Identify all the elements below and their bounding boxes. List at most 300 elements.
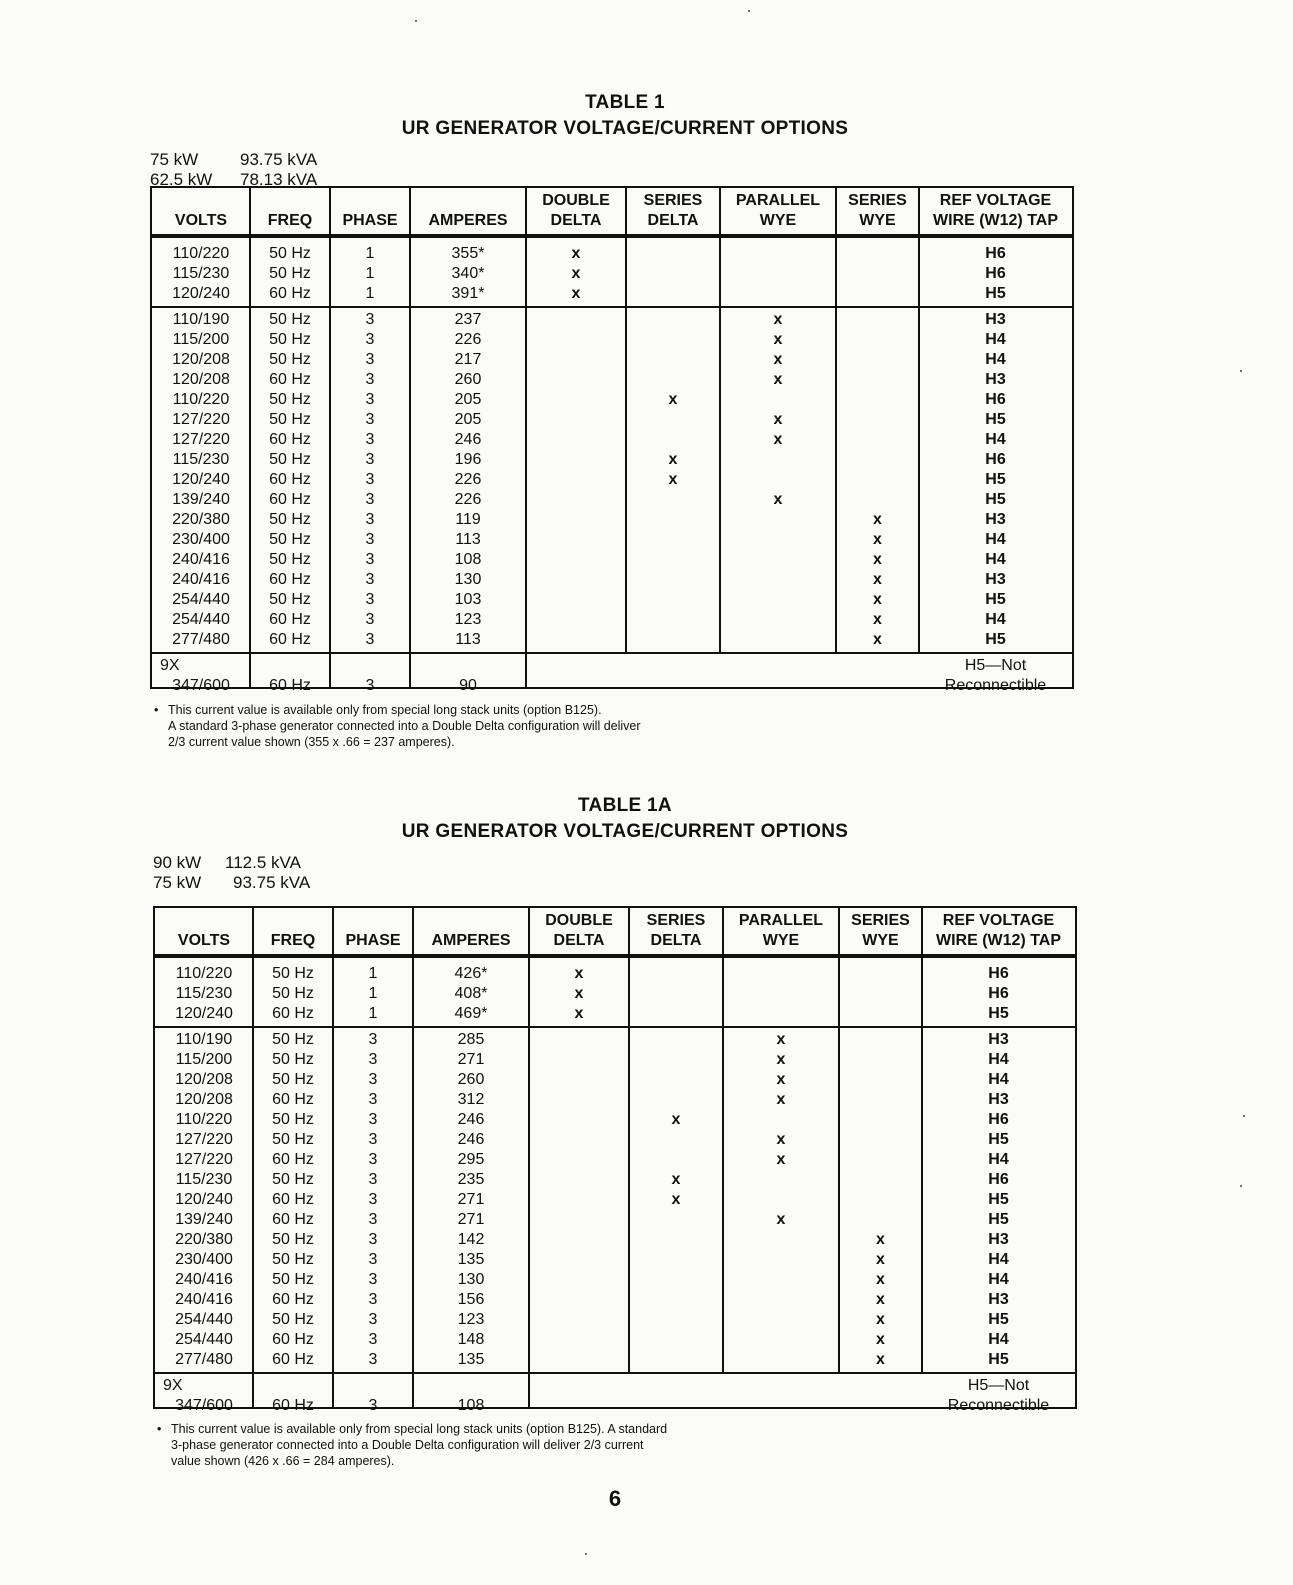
- table-cell: x: [776, 1051, 786, 1068]
- table-cell: 3: [365, 451, 375, 468]
- table-cell: x: [873, 531, 882, 548]
- table-cell: x: [574, 985, 584, 1002]
- table-1-subtitle: UR GENERATOR VOLTAGE/CURRENT OPTIONS: [401, 118, 849, 139]
- table-cell: x: [873, 551, 882, 568]
- table-row: [155, 1270, 1075, 1290]
- table-cell: 50 Hz: [269, 411, 311, 428]
- table-cell: x: [773, 371, 783, 388]
- table-cell: H5: [988, 1191, 1009, 1208]
- table-cell: 246: [454, 431, 482, 448]
- table-row: [152, 450, 1072, 470]
- table-cell: 226: [454, 471, 482, 488]
- table-cell: x: [668, 391, 678, 408]
- table-cell: 3: [368, 1131, 378, 1148]
- table-cell: x: [876, 1311, 885, 1328]
- table-cell: 50 Hz: [269, 265, 311, 282]
- column-header-line: WIRE (W12) TAP: [932, 212, 1059, 229]
- table-cell: H4: [985, 331, 1006, 348]
- table-cell: 1: [365, 265, 375, 282]
- column-header: [333, 908, 413, 954]
- table-row: [155, 1210, 1075, 1230]
- last-row-cell: 347/600: [175, 1397, 233, 1414]
- rating-kva: 93.75 kVA: [233, 873, 311, 892]
- table-row: [155, 1170, 1075, 1190]
- table-cell: 50 Hz: [269, 451, 311, 468]
- table-cell: H5: [988, 1131, 1009, 1148]
- table-cell: 254/440: [175, 1331, 233, 1348]
- column-header: [413, 908, 529, 954]
- table-cell: 50 Hz: [272, 1251, 314, 1268]
- table-cell: 254/440: [172, 591, 230, 608]
- column-divider: [412, 908, 414, 1408]
- table-cell: 60 Hz: [272, 1191, 314, 1208]
- table-cell: 50 Hz: [272, 1231, 314, 1248]
- table-cell: H4: [988, 1271, 1009, 1288]
- table-cell: x: [876, 1351, 885, 1368]
- table-cell: 3: [365, 331, 375, 348]
- table-1a-footnote: [157, 1421, 668, 1469]
- table-cell: 240/416: [175, 1291, 233, 1308]
- table-cell: 113: [455, 531, 481, 548]
- table-cell: 139/240: [175, 1211, 233, 1228]
- table-cell: H6: [988, 965, 1009, 982]
- column-header-line: SERIES: [646, 912, 706, 929]
- table-cell: H6: [988, 1111, 1009, 1128]
- table-row: [155, 1350, 1075, 1370]
- scan-speck: [1243, 1115, 1245, 1117]
- column-header-line: REF VOLTAGE: [942, 912, 1055, 929]
- column-header-line: WYE: [859, 212, 896, 229]
- table-cell: 50 Hz: [272, 1171, 314, 1188]
- table-row: [155, 1230, 1075, 1250]
- table-cell: 196: [454, 451, 482, 468]
- table-cell: H4: [988, 1251, 1009, 1268]
- column-header: [723, 908, 839, 954]
- header-double-rule: [152, 234, 1072, 238]
- table-cell: 3: [365, 571, 375, 588]
- table-cell: H4: [988, 1051, 1009, 1068]
- table-cell: 50 Hz: [269, 591, 311, 608]
- table-cell: H4: [988, 1151, 1009, 1168]
- scan-speck: [1240, 370, 1242, 372]
- table-cell: 260: [454, 371, 482, 388]
- column-divider: [252, 908, 254, 1408]
- column-header: [253, 908, 333, 954]
- column-header-line: VOLTS: [174, 212, 228, 229]
- table-cell: H5: [988, 1005, 1009, 1022]
- last-row-cell: 108: [457, 1397, 485, 1414]
- column-header-line: WIRE (W12) TAP: [935, 932, 1062, 949]
- table-row: [152, 570, 1072, 590]
- table-cell: H6: [988, 1171, 1009, 1188]
- table-cell: 60 Hz: [272, 1005, 314, 1022]
- rating-kw: 90 kW: [153, 853, 202, 872]
- column-header-line: DELTA: [550, 212, 602, 229]
- column-divider: [835, 188, 837, 652]
- column-header: [919, 188, 1072, 234]
- table-cell: 115/230: [172, 265, 230, 282]
- table-cell: 127/220: [175, 1151, 233, 1168]
- table-cell: 3: [368, 1091, 378, 1108]
- table-cell: x: [773, 351, 783, 368]
- table-cell: x: [571, 245, 581, 262]
- table-cell: 3: [368, 1331, 378, 1348]
- last-row-cell: H5—Not: [967, 1377, 1030, 1394]
- table-cell: 205: [454, 391, 482, 408]
- column-header-line: DELTA: [647, 212, 699, 229]
- table-cell: 142: [457, 1231, 485, 1248]
- table-cell: 3: [368, 1231, 378, 1248]
- table-cell: 3: [368, 1291, 378, 1308]
- column-divider: [329, 188, 331, 688]
- table-cell: H6: [985, 391, 1006, 408]
- table-1-rating-1: [150, 150, 317, 170]
- table-cell: 135: [457, 1351, 485, 1368]
- table-cell: 3: [368, 1311, 378, 1328]
- last-row-cell: 9X: [163, 1377, 183, 1394]
- column-divider: [409, 188, 411, 688]
- table-row: [155, 1110, 1075, 1130]
- group-rule: [155, 1026, 1075, 1028]
- table-cell: 127/220: [175, 1131, 233, 1148]
- table-row: [152, 350, 1072, 370]
- table-cell: 50 Hz: [269, 511, 311, 528]
- table-cell: 120/240: [175, 1005, 233, 1022]
- table-row: [155, 1070, 1075, 1090]
- table-cell: x: [773, 331, 783, 348]
- last-row-cell: 60 Hz: [269, 677, 311, 694]
- column-header: [526, 188, 626, 234]
- column-divider: [921, 908, 923, 1372]
- table-cell: x: [876, 1331, 885, 1348]
- table-cell: 130: [454, 571, 482, 588]
- group-rule: [152, 652, 1072, 654]
- table-cell: 408*: [454, 985, 488, 1002]
- table-cell: 3: [365, 351, 375, 368]
- table-cell: 260: [457, 1071, 485, 1088]
- table-cell: 230/400: [172, 531, 230, 548]
- table-cell: H4: [985, 551, 1006, 568]
- last-row-cell: 347/600: [172, 677, 230, 694]
- table-cell: H4: [988, 1331, 1009, 1348]
- table-cell: H4: [985, 611, 1006, 628]
- column-header: [410, 188, 526, 234]
- table-cell: 1: [368, 1005, 378, 1022]
- table-cell: 127/220: [172, 411, 230, 428]
- last-row-cell: Reconnectible: [944, 677, 1047, 694]
- footnote-asterisk: •: [157, 1422, 162, 1436]
- table-cell: x: [574, 965, 584, 982]
- table-cell: x: [776, 1071, 786, 1088]
- table-cell: 3: [365, 311, 375, 328]
- table-cell: 127/220: [172, 431, 230, 448]
- table-row: [152, 590, 1072, 610]
- table-cell: 115/200: [172, 331, 230, 348]
- column-divider: [719, 188, 721, 652]
- page-number: 6: [608, 1486, 622, 1511]
- table-cell: 123: [457, 1311, 485, 1328]
- footnote-line: A standard 3-phase generator connected into a Double Delta configuration will deliver: [168, 719, 641, 733]
- last-row-cell: 90: [459, 677, 477, 694]
- last-row-cell: 9X: [160, 657, 180, 674]
- table-cell: H5: [985, 591, 1006, 608]
- group-rule: [155, 1372, 1075, 1374]
- table-cell: 205: [454, 411, 482, 428]
- column-header-line: PARALLEL: [738, 912, 824, 929]
- table-cell: 3: [368, 1031, 378, 1048]
- rating-kw: 75 kW: [150, 150, 199, 169]
- table-cell: 60 Hz: [272, 1351, 314, 1368]
- table-row: [155, 1004, 1075, 1024]
- table-cell: 50 Hz: [272, 1111, 314, 1128]
- table-cell: 246: [457, 1131, 485, 1148]
- table-cell: H6: [985, 245, 1006, 262]
- table-cell: 110/220: [175, 1111, 233, 1128]
- table-cell: 3: [368, 1111, 378, 1128]
- table-row: [155, 1250, 1075, 1270]
- table-cell: 295: [457, 1151, 485, 1168]
- column-header: [155, 908, 253, 954]
- table-cell: 50 Hz: [269, 311, 311, 328]
- table-row: [155, 1090, 1075, 1110]
- table-cell: 120/208: [175, 1071, 233, 1088]
- table-cell: H5: [985, 411, 1006, 428]
- table-cell: 391*: [451, 285, 485, 302]
- table-cell: 60 Hz: [269, 431, 311, 448]
- table-cell: 120/208: [172, 351, 230, 368]
- table-1a-rating-2: [153, 873, 310, 893]
- column-header-line: DOUBLE: [542, 192, 610, 209]
- column-header-line: AMPERES: [431, 932, 511, 949]
- table-cell: 148: [457, 1331, 485, 1348]
- table-cell: 230/400: [175, 1251, 233, 1268]
- table-1-title: TABLE 1: [585, 92, 665, 113]
- table-cell: x: [773, 431, 783, 448]
- table-row: [155, 964, 1075, 984]
- table-cell: 120/240: [175, 1191, 233, 1208]
- table-cell: 240/416: [172, 551, 230, 568]
- footnote-line: value shown (426 x .66 = 284 amperes).: [171, 1454, 395, 1468]
- table-cell: 277/480: [172, 631, 230, 648]
- table-row: [152, 370, 1072, 390]
- column-header: [529, 908, 629, 954]
- table-row: [152, 530, 1072, 550]
- table-cell: 3: [368, 1271, 378, 1288]
- table-1-footnote: [154, 702, 641, 750]
- table-1a-subtitle: UR GENERATOR VOLTAGE/CURRENT OPTIONS: [401, 821, 849, 842]
- table-cell: 3: [368, 1211, 378, 1228]
- column-divider: [625, 188, 627, 652]
- column-divider: [838, 908, 840, 1372]
- column-header-line: FREQ: [270, 932, 316, 949]
- table-row: [152, 330, 1072, 350]
- table-cell: x: [571, 285, 581, 302]
- table-row: [152, 430, 1072, 450]
- table-cell: 50 Hz: [272, 1271, 314, 1288]
- column-divider: [525, 188, 527, 688]
- table-cell: H5: [985, 631, 1006, 648]
- table-cell: x: [873, 511, 882, 528]
- last-row-cell: 3: [365, 677, 375, 694]
- table-row: [152, 610, 1072, 630]
- table-cell: 110/190: [175, 1031, 233, 1048]
- table-cell: H3: [985, 311, 1006, 328]
- table-cell: x: [776, 1131, 786, 1148]
- table-cell: 50 Hz: [272, 1311, 314, 1328]
- table-row: [152, 630, 1072, 650]
- table-row: [152, 410, 1072, 430]
- table-cell: 50 Hz: [272, 1131, 314, 1148]
- column-header: [629, 908, 723, 954]
- table-cell: 426*: [454, 965, 488, 982]
- table-row: [155, 1290, 1075, 1310]
- table-cell: 3: [368, 1051, 378, 1068]
- table-cell: 115/230: [175, 985, 233, 1002]
- table-cell: H3: [985, 511, 1006, 528]
- table-cell: 50 Hz: [269, 391, 311, 408]
- table-cell: x: [873, 611, 882, 628]
- table-cell: 3: [365, 511, 375, 528]
- table-cell: 3: [365, 631, 375, 648]
- table-cell: x: [776, 1091, 786, 1108]
- table-cell: H4: [985, 431, 1006, 448]
- table-cell: 60 Hz: [269, 631, 311, 648]
- column-header-line: DELTA: [553, 932, 605, 949]
- scan-speck: [1240, 1185, 1242, 1187]
- table-cell: 50 Hz: [272, 1051, 314, 1068]
- column-divider: [332, 908, 334, 1408]
- table-cell: 3: [365, 411, 375, 428]
- table-cell: 3: [365, 471, 375, 488]
- table-cell: 3: [368, 1171, 378, 1188]
- table-cell: 123: [454, 611, 482, 628]
- table-cell: 312: [457, 1091, 485, 1108]
- table-cell: x: [671, 1191, 681, 1208]
- column-header: [330, 188, 410, 234]
- table-cell: x: [574, 1005, 584, 1022]
- column-header: [626, 188, 720, 234]
- table-cell: x: [668, 451, 678, 468]
- column-header: [152, 188, 250, 234]
- table-cell: x: [776, 1031, 786, 1048]
- column-header-line: FREQ: [267, 212, 313, 229]
- table-cell: 139/240: [172, 491, 230, 508]
- table-cell: x: [873, 631, 882, 648]
- table-cell: 3: [365, 591, 375, 608]
- table-cell: x: [773, 311, 783, 328]
- table-cell: 50 Hz: [272, 1031, 314, 1048]
- table-cell: 1: [365, 285, 375, 302]
- table-row: [155, 1150, 1075, 1170]
- table-cell: 60 Hz: [272, 1151, 314, 1168]
- table-cell: 110/220: [175, 965, 233, 982]
- footnote-line: 2/3 current value shown (355 x .66 = 237 amperes).: [168, 735, 455, 749]
- column-header-line: PARALLEL: [735, 192, 821, 209]
- last-row-cell: Reconnectible: [947, 1397, 1050, 1414]
- table-cell: 103: [454, 591, 482, 608]
- table-cell: 115/230: [172, 451, 230, 468]
- table-cell: 119: [455, 511, 481, 528]
- column-header: [922, 908, 1075, 954]
- table-cell: H3: [988, 1031, 1009, 1048]
- table-cell: 240/416: [175, 1271, 233, 1288]
- table-cell: 226: [454, 491, 482, 508]
- table-cell: 50 Hz: [269, 551, 311, 568]
- table-cell: 115/230: [175, 1171, 233, 1188]
- table-cell: x: [773, 491, 783, 508]
- table-cell: 60 Hz: [269, 491, 311, 508]
- footnote-line: 3-phase generator connected into a Double Delta configuration will deliver 2/3 current: [171, 1438, 644, 1452]
- table-cell: x: [876, 1271, 885, 1288]
- table-row: [152, 550, 1072, 570]
- table-cell: 60 Hz: [269, 285, 311, 302]
- table-cell: H5: [985, 491, 1006, 508]
- table-cell: 60 Hz: [269, 611, 311, 628]
- rating-kw: 75 kW: [153, 873, 202, 892]
- column-header: [250, 188, 330, 234]
- scan-speck: [415, 20, 417, 22]
- table-cell: 60 Hz: [272, 1331, 314, 1348]
- table-cell: 3: [368, 1151, 378, 1168]
- table-row: [155, 1310, 1075, 1330]
- table-cell: H3: [988, 1231, 1009, 1248]
- table-cell: 60 Hz: [269, 371, 311, 388]
- table-cell: 3: [368, 1071, 378, 1088]
- table-cell: 156: [457, 1291, 485, 1308]
- table-cell: 220/380: [172, 511, 230, 528]
- table-cell: 115/200: [175, 1051, 233, 1068]
- table-cell: x: [876, 1251, 885, 1268]
- table-cell: 120/208: [172, 371, 230, 388]
- table-cell: 110/220: [172, 391, 230, 408]
- table-cell: H6: [985, 265, 1006, 282]
- table-cell: 3: [368, 1251, 378, 1268]
- table-cell: H4: [985, 351, 1006, 368]
- table-cell: 113: [455, 631, 481, 648]
- column-header-line: SERIES: [851, 912, 910, 929]
- table-row: [152, 264, 1072, 284]
- table-cell: 3: [368, 1191, 378, 1208]
- column-divider: [918, 188, 920, 652]
- column-header: [836, 188, 919, 234]
- table-1a-title: TABLE 1A: [578, 795, 672, 816]
- table-row: [155, 1030, 1075, 1050]
- table-cell: 110/220: [172, 245, 230, 262]
- table-cell: 3: [365, 491, 375, 508]
- column-header-line: DELTA: [650, 932, 702, 949]
- column-header: [839, 908, 922, 954]
- rating-kva: 78.13 kVA: [240, 170, 318, 189]
- table-cell: 271: [457, 1191, 485, 1208]
- table-cell: 1: [368, 965, 378, 982]
- table-cell: 50 Hz: [272, 965, 314, 982]
- column-header-line: REF VOLTAGE: [939, 192, 1052, 209]
- column-header-line: PHASE: [345, 932, 401, 949]
- table-cell: 60 Hz: [272, 1291, 314, 1308]
- table-cell: x: [668, 471, 678, 488]
- table-cell: 50 Hz: [272, 1071, 314, 1088]
- table-row: [155, 984, 1075, 1004]
- table-cell: H3: [985, 571, 1006, 588]
- table-cell: 226: [454, 331, 482, 348]
- scan-speck: [585, 1553, 587, 1555]
- table-cell: 130: [457, 1271, 485, 1288]
- table-1a-rating-1: [153, 853, 301, 873]
- table-row: [155, 1330, 1075, 1350]
- table-cell: 50 Hz: [272, 985, 314, 1002]
- column-header-line: WYE: [762, 932, 800, 949]
- rating-kva: 93.75 kVA: [240, 150, 318, 169]
